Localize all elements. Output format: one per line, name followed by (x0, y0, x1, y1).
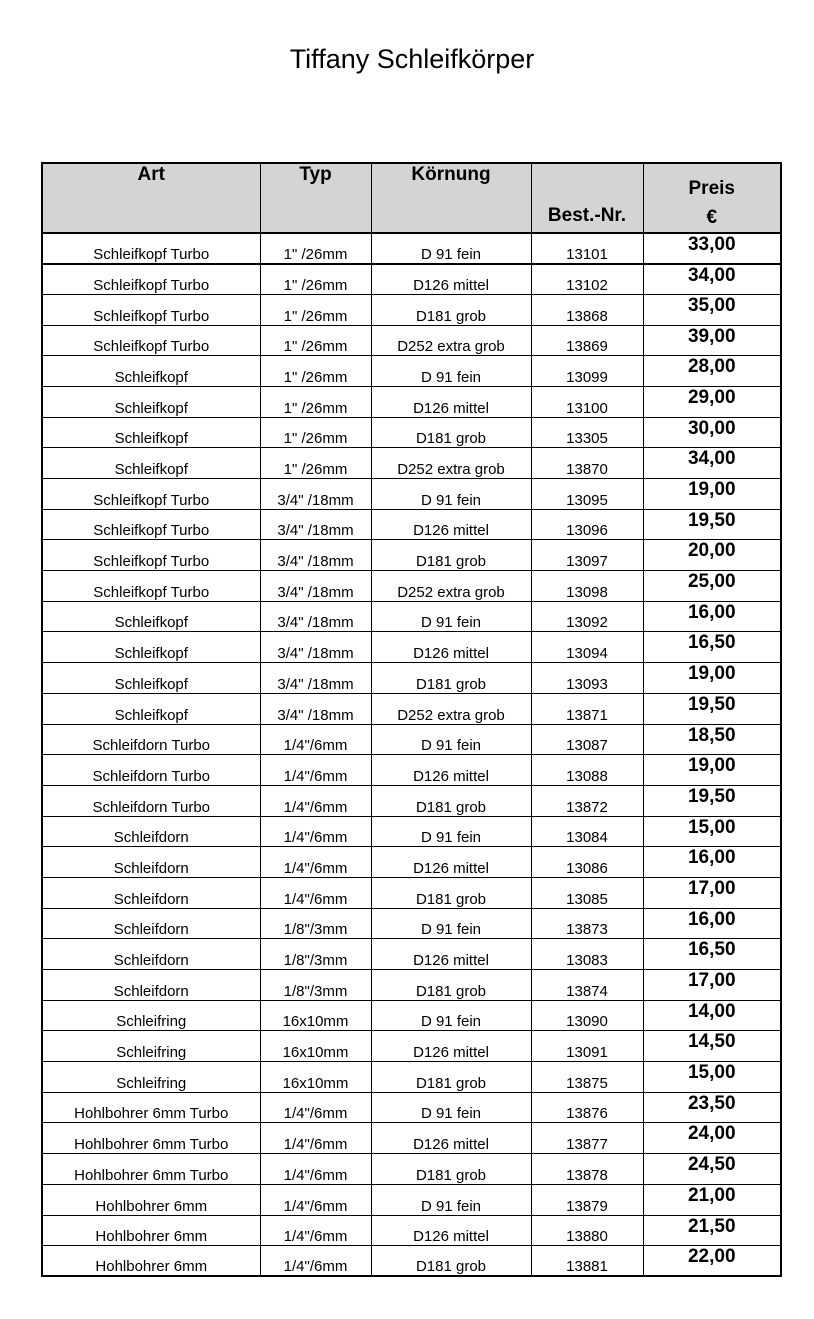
cell-koernung: D126 mittel (371, 632, 531, 663)
cell-bestnr: 13877 (531, 1123, 643, 1154)
cell-art: Schleifdorn (42, 816, 260, 847)
table-row (42, 1062, 781, 1093)
cell-typ: 3/4" /18mm (260, 601, 371, 632)
cell-koernung: D126 mittel (371, 264, 531, 295)
cell-bestnr: 13869 (531, 325, 643, 356)
cell-bestnr: 13305 (531, 417, 643, 448)
table-row (42, 233, 781, 264)
cell-koernung: D 91 fein (371, 356, 531, 387)
cell-koernung: D181 grob (371, 540, 531, 571)
cell-bestnr: 13874 (531, 970, 643, 1001)
table-header-row (42, 163, 781, 233)
table-row (42, 601, 781, 632)
cell-bestnr: 13093 (531, 663, 643, 694)
cell-typ: 1/4"/6mm (260, 1184, 371, 1215)
cell-art: Schleifring (42, 1031, 260, 1062)
cell-bestnr: 13094 (531, 632, 643, 663)
cell-koernung: D181 grob (371, 417, 531, 448)
cell-typ: 3/4" /18mm (260, 632, 371, 663)
table-row (42, 755, 781, 786)
table-row (42, 509, 781, 540)
cell-bestnr: 13090 (531, 1000, 643, 1031)
cell-typ: 1/4"/6mm (260, 785, 371, 816)
cell-bestnr: 13871 (531, 693, 643, 724)
table-row (42, 632, 781, 663)
cell-art: Schleifkopf Turbo (42, 540, 260, 571)
cell-bestnr: 13100 (531, 386, 643, 417)
table-row (42, 908, 781, 939)
cell-preis: 35,00 (643, 294, 781, 325)
cell-typ: 1" /26mm (260, 356, 371, 387)
cell-typ: 3/4" /18mm (260, 479, 371, 510)
table-row (42, 1215, 781, 1246)
cell-bestnr: 13096 (531, 509, 643, 540)
cell-typ: 1" /26mm (260, 386, 371, 417)
column-header-bestnr: Best.-Nr. (531, 163, 643, 233)
cell-bestnr: 13879 (531, 1184, 643, 1215)
column-header-typ: Typ (260, 163, 371, 233)
page-title: Tiffany Schleifkörper (289, 44, 535, 74)
cell-koernung: D 91 fein (371, 1184, 531, 1215)
cell-bestnr: 13088 (531, 755, 643, 786)
cell-bestnr: 13872 (531, 785, 643, 816)
cell-preis: 30,00 (643, 417, 781, 448)
cell-typ: 1/4"/6mm (260, 877, 371, 908)
cell-art: Schleifkopf Turbo (42, 294, 260, 325)
cell-bestnr: 13099 (531, 356, 643, 387)
cell-typ: 1/4"/6mm (260, 816, 371, 847)
cell-preis: 17,00 (643, 970, 781, 1001)
cell-bestnr: 13876 (531, 1092, 643, 1123)
table-row (42, 724, 781, 755)
cell-typ: 1/4"/6mm (260, 724, 371, 755)
table-row (42, 540, 781, 571)
cell-koernung: D181 grob (371, 1246, 531, 1277)
cell-preis: 19,50 (643, 509, 781, 540)
cell-koernung: D 91 fein (371, 724, 531, 755)
cell-typ: 1/4"/6mm (260, 847, 371, 878)
cell-art: Schleifdorn Turbo (42, 785, 260, 816)
cell-bestnr: 13101 (531, 233, 643, 264)
cell-koernung: D126 mittel (371, 847, 531, 878)
table-row (42, 663, 781, 694)
cell-art: Hohlbohrer 6mm Turbo (42, 1123, 260, 1154)
table-row (42, 847, 781, 878)
cell-art: Hohlbohrer 6mm Turbo (42, 1154, 260, 1185)
cell-preis: 34,00 (643, 448, 781, 479)
cell-bestnr: 13092 (531, 601, 643, 632)
cell-koernung: D181 grob (371, 877, 531, 908)
cell-preis: 34,00 (643, 264, 781, 295)
cell-koernung: D181 grob (371, 970, 531, 1001)
cell-preis: 19,00 (643, 479, 781, 510)
cell-bestnr: 13084 (531, 816, 643, 847)
cell-typ: 1/8"/3mm (260, 908, 371, 939)
cell-preis: 16,00 (643, 908, 781, 939)
cell-bestnr: 13880 (531, 1215, 643, 1246)
cell-preis: 20,00 (643, 540, 781, 571)
cell-typ: 3/4" /18mm (260, 540, 371, 571)
cell-preis: 14,00 (643, 1000, 781, 1031)
table-row (42, 1246, 781, 1277)
cell-art: Schleifdorn (42, 970, 260, 1001)
cell-koernung: D181 grob (371, 785, 531, 816)
cell-preis: 19,50 (643, 785, 781, 816)
cell-koernung: D252 extra grob (371, 325, 531, 356)
table-row (42, 417, 781, 448)
cell-preis: 19,00 (643, 663, 781, 694)
cell-art: Schleifkopf (42, 386, 260, 417)
column-header-koernung: Körnung (371, 163, 531, 233)
cell-preis: 15,00 (643, 816, 781, 847)
cell-preis: 21,00 (643, 1184, 781, 1215)
cell-art: Schleifdorn Turbo (42, 755, 260, 786)
cell-typ: 1" /26mm (260, 448, 371, 479)
cell-preis: 14,50 (643, 1031, 781, 1062)
cell-koernung: D126 mittel (371, 755, 531, 786)
cell-typ: 1" /26mm (260, 233, 371, 264)
cell-koernung: D181 grob (371, 663, 531, 694)
table-row (42, 1000, 781, 1031)
cell-preis: 24,50 (643, 1154, 781, 1185)
table-row (42, 386, 781, 417)
currency-symbol: € (706, 207, 718, 228)
cell-art: Schleifkopf (42, 356, 260, 387)
cell-bestnr: 13086 (531, 847, 643, 878)
cell-preis: 19,50 (643, 693, 781, 724)
cell-koernung: D181 grob (371, 294, 531, 325)
cell-bestnr: 13098 (531, 571, 643, 602)
table-row (42, 877, 781, 908)
cell-preis: 22,00 (643, 1246, 781, 1277)
table-row (42, 1154, 781, 1185)
cell-koernung: D 91 fein (371, 816, 531, 847)
cell-art: Schleifkopf (42, 601, 260, 632)
cell-koernung: D252 extra grob (371, 448, 531, 479)
cell-preis: 23,50 (643, 1092, 781, 1123)
cell-bestnr: 13870 (531, 448, 643, 479)
cell-art: Schleifkopf Turbo (42, 509, 260, 540)
cell-typ: 3/4" /18mm (260, 509, 371, 540)
column-header-preis (643, 163, 781, 233)
cell-bestnr: 13881 (531, 1246, 643, 1277)
cell-art: Schleifkopf (42, 663, 260, 694)
cell-bestnr: 13095 (531, 479, 643, 510)
price-table (41, 162, 782, 1277)
table-row (42, 693, 781, 724)
table-row (42, 448, 781, 479)
cell-preis: 21,50 (643, 1215, 781, 1246)
cell-typ: 1" /26mm (260, 294, 371, 325)
cell-typ: 1/8"/3mm (260, 970, 371, 1001)
cell-typ: 1/4"/6mm (260, 1215, 371, 1246)
cell-art: Schleifdorn (42, 908, 260, 939)
cell-bestnr: 13097 (531, 540, 643, 571)
cell-koernung: D126 mittel (371, 1123, 531, 1154)
cell-bestnr: 13868 (531, 294, 643, 325)
cell-typ: 1" /26mm (260, 325, 371, 356)
cell-koernung: D 91 fein (371, 908, 531, 939)
cell-koernung: D126 mittel (371, 1031, 531, 1062)
cell-typ: 16x10mm (260, 1031, 371, 1062)
cell-bestnr: 13087 (531, 724, 643, 755)
table-row (42, 970, 781, 1001)
cell-art: Schleifkopf Turbo (42, 264, 260, 295)
cell-typ: 16x10mm (260, 1062, 371, 1093)
cell-bestnr: 13878 (531, 1154, 643, 1185)
cell-koernung: D 91 fein (371, 479, 531, 510)
cell-koernung: D252 extra grob (371, 693, 531, 724)
cell-koernung: D126 mittel (371, 1215, 531, 1246)
cell-preis: 17,00 (643, 877, 781, 908)
table-row (42, 264, 781, 295)
cell-preis: 18,50 (643, 724, 781, 755)
cell-preis: 28,00 (643, 356, 781, 387)
cell-preis: 25,00 (643, 571, 781, 602)
cell-preis: 15,00 (643, 1062, 781, 1093)
cell-art: Schleifdorn (42, 847, 260, 878)
cell-preis: 33,00 (643, 233, 781, 264)
cell-art: Schleifdorn Turbo (42, 724, 260, 755)
cell-koernung: D181 grob (371, 1154, 531, 1185)
cell-preis: 24,00 (643, 1123, 781, 1154)
cell-koernung: D252 extra grob (371, 571, 531, 602)
cell-typ: 3/4" /18mm (260, 663, 371, 694)
cell-art: Hohlbohrer 6mm (42, 1215, 260, 1246)
cell-typ: 1" /26mm (260, 264, 371, 295)
cell-art: Schleifring (42, 1062, 260, 1093)
cell-art: Schleifkopf (42, 632, 260, 663)
cell-art: Schleifring (42, 1000, 260, 1031)
column-header-art: Art (42, 163, 260, 233)
cell-koernung: D 91 fein (371, 233, 531, 264)
cell-koernung: D181 grob (371, 1062, 531, 1093)
cell-art: Schleifkopf Turbo (42, 479, 260, 510)
cell-bestnr: 13085 (531, 877, 643, 908)
cell-bestnr: 13102 (531, 264, 643, 295)
table-row (42, 1123, 781, 1154)
cell-art: Hohlbohrer 6mm Turbo (42, 1092, 260, 1123)
cell-typ: 3/4" /18mm (260, 571, 371, 602)
cell-typ: 1/4"/6mm (260, 1092, 371, 1123)
cell-art: Hohlbohrer 6mm (42, 1246, 260, 1277)
cell-typ: 1" /26mm (260, 417, 371, 448)
cell-art: Schleifkopf (42, 448, 260, 479)
cell-koernung: D126 mittel (371, 509, 531, 540)
cell-art: Schleifkopf Turbo (42, 325, 260, 356)
table-row (42, 294, 781, 325)
table-row (42, 356, 781, 387)
cell-koernung: D 91 fein (371, 1000, 531, 1031)
cell-art: Schleifkopf (42, 417, 260, 448)
cell-typ: 3/4" /18mm (260, 693, 371, 724)
table-row (42, 1031, 781, 1062)
cell-preis: 29,00 (643, 386, 781, 417)
cell-koernung: D126 mittel (371, 939, 531, 970)
table-body (42, 233, 781, 1276)
cell-typ: 1/8"/3mm (260, 939, 371, 970)
cell-preis: 16,00 (643, 601, 781, 632)
column-header-preis-label: Preis (688, 178, 735, 199)
cell-koernung: D 91 fein (371, 1092, 531, 1123)
table-row (42, 325, 781, 356)
cell-preis: 16,50 (643, 939, 781, 970)
cell-preis: 16,00 (643, 847, 781, 878)
cell-art: Schleifkopf Turbo (42, 571, 260, 602)
cell-preis: 19,00 (643, 755, 781, 786)
table-row (42, 571, 781, 602)
cell-art: Schleifkopf (42, 693, 260, 724)
cell-preis: 16,50 (643, 632, 781, 663)
cell-art: Schleifdorn (42, 877, 260, 908)
cell-typ: 1/4"/6mm (260, 1123, 371, 1154)
cell-preis: 39,00 (643, 325, 781, 356)
table-row (42, 816, 781, 847)
cell-bestnr: 13091 (531, 1031, 643, 1062)
cell-typ: 1/4"/6mm (260, 1154, 371, 1185)
cell-art: Hohlbohrer 6mm (42, 1184, 260, 1215)
table-row (42, 785, 781, 816)
cell-typ: 1/4"/6mm (260, 755, 371, 786)
cell-bestnr: 13875 (531, 1062, 643, 1093)
cell-koernung: D126 mittel (371, 386, 531, 417)
cell-koernung: D 91 fein (371, 601, 531, 632)
cell-bestnr: 13873 (531, 908, 643, 939)
table-row (42, 1092, 781, 1123)
table-row (42, 939, 781, 970)
cell-art: Schleifkopf Turbo (42, 233, 260, 264)
cell-bestnr: 13083 (531, 939, 643, 970)
table-row (42, 1184, 781, 1215)
cell-art: Schleifdorn (42, 939, 260, 970)
table-row (42, 479, 781, 510)
cell-typ: 16x10mm (260, 1000, 371, 1031)
cell-typ: 1/4"/6mm (260, 1246, 371, 1277)
